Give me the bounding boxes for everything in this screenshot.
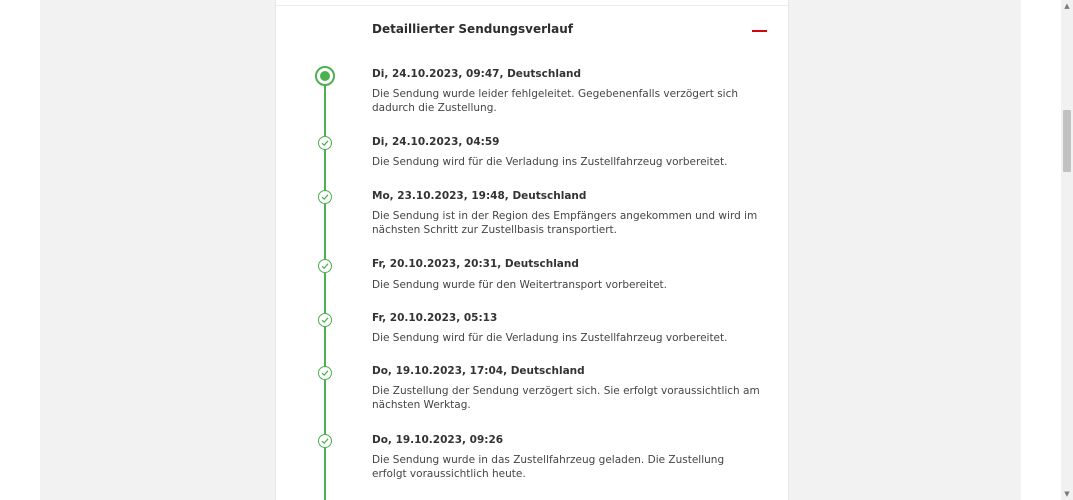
event-title: Fr, 20.10.2023, 20:31, Deutschland xyxy=(372,258,579,270)
event-description: Die Sendung wurde in das Zustellfahrzeug geladen. Die Zustellung erfolgt voraussichtlich heute. xyxy=(372,454,725,480)
check-circle-icon xyxy=(318,434,332,448)
vertical-scrollbar[interactable] xyxy=(1061,0,1073,500)
event-description: Die Sendung wurde leider fehlgeleitet. Gegebenenfalls verzögert sich dadurch die Zustellung. xyxy=(372,88,739,114)
scroll-down-arrow-icon[interactable]: ▼ xyxy=(1064,490,1070,498)
check-circle-icon xyxy=(318,190,332,204)
check-circle-icon xyxy=(318,136,332,150)
check-circle-icon xyxy=(318,313,332,327)
event-title: Do, 19.10.2023, 17:04, Deutschland xyxy=(372,365,585,377)
panel-divider xyxy=(276,5,788,6)
section-title: Detaillierter Sendungsverlauf xyxy=(372,22,573,36)
event-description: Die Zustellung der Sendung verzögert sich. Sie erfolgt voraussichtlich am nächsten Werktag. xyxy=(372,385,760,411)
tracking-history-panel xyxy=(275,0,789,500)
event-description: Die Sendung ist in der Region des Empfängers angekommen und wird im nächsten Schritt zur Zustellbasis transportiert. xyxy=(372,210,758,236)
event-title: Di, 24.10.2023, 09:47, Deutschland xyxy=(372,68,582,80)
event-description: Die Sendung wird für die Verladung ins Zustellfahrzeug vorbereitet. xyxy=(372,332,728,344)
event-title: Mo, 23.10.2023, 19:48, Deutschland xyxy=(372,190,587,202)
scroll-up-arrow-icon[interactable]: ▲ xyxy=(1064,2,1070,10)
event-title: Di, 24.10.2023, 04:59 xyxy=(372,136,500,148)
scrollbar-thumb[interactable] xyxy=(1063,110,1071,172)
event-title: Do, 19.10.2023, 09:26 xyxy=(372,434,504,446)
current-status-icon xyxy=(315,66,335,86)
collapse-minus-icon[interactable] xyxy=(751,22,769,40)
check-circle-icon xyxy=(318,259,332,273)
event-description: Die Sendung wird für die Verladung ins Zustellfahrzeug vorbereitet. xyxy=(372,156,728,168)
check-circle-icon xyxy=(318,366,332,380)
event-description: Die Sendung wurde für den Weitertransport vorbereitet. xyxy=(372,279,667,291)
event-title: Fr, 20.10.2023, 05:13 xyxy=(372,312,498,324)
